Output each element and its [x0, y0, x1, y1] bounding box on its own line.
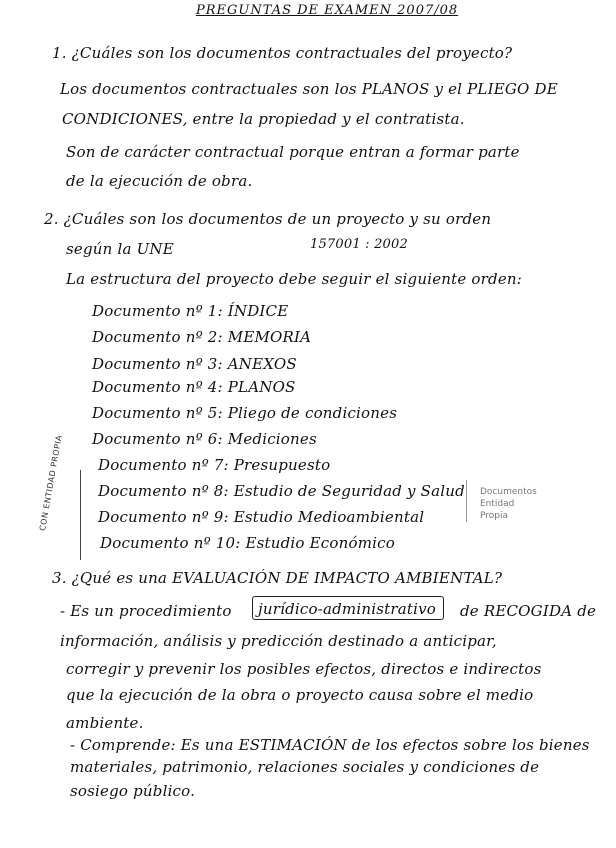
q1-answer-line: de la ejecución de obra. [66, 172, 253, 190]
q3-boxed-term: jurídico-administrativo [258, 600, 436, 618]
q3-answer-line: de RECOGIDA de [460, 602, 597, 620]
q1-question: 1. ¿Cuáles son los documentos contractuales del proyecto? [52, 44, 513, 62]
document-list-item: Documento nº 8: Estudio de Seguridad y Salud [98, 482, 465, 500]
document-list-item: Documento nº 1: ÍNDICE [92, 302, 289, 320]
q3-question: 3. ¿Qué es una EVALUACIÓN DE IMPACTO AMBIENTAL? [52, 569, 503, 587]
document-list-item: Documento nº 3: ANEXOS [92, 355, 297, 373]
document-list-item: Documento nº 5: Pliego de condiciones [92, 404, 398, 422]
q2-question-cont: según la UNE [66, 240, 174, 258]
q2-standard-ref: 157001 : 2002 [310, 237, 408, 252]
side-note-left: CON ENTIDAD PROPIA [38, 434, 64, 532]
q1-answer-line: Son de carácter contractual porque entran a formar parte [66, 143, 520, 161]
q3-answer-line: ambiente. [66, 714, 144, 732]
q3-answer-line: corregir y prevenir los posibles efectos, directos e indirectos [66, 660, 542, 678]
q3-answer-line: materiales, patrimonio, relaciones sociales y condiciones de [70, 758, 540, 776]
q3-answer-line: información, análisis y predicción destinado a anticipar, [60, 632, 497, 650]
q1-answer-line: Los documentos contractuales son los PLANOS y el PLIEGO DE [60, 80, 558, 98]
right-bracket [466, 480, 467, 522]
left-bracket [80, 470, 81, 560]
side-note-right [480, 486, 537, 522]
side-note-right-line: Entidad [480, 499, 515, 509]
q3-answer-line: - Comprende: Es una ESTIMACIÓN de los efectos sobre los bienes [70, 736, 590, 754]
q3-answer-line: que la ejecución de la obra o proyecto causa sobre el medio [66, 686, 534, 704]
side-note-right-line: Propia [480, 511, 509, 521]
document-list-item: Documento nº 9: Estudio Medioambiental [98, 508, 425, 526]
document-list-item: Documento nº 2: MEMORIA [92, 328, 312, 346]
page-title: PREGUNTAS DE EXAMEN 2007/08 [196, 3, 459, 18]
document-list-item: Documento nº 4: PLANOS [92, 378, 296, 396]
document-list-item: Documento nº 6: Mediciones [92, 430, 317, 448]
q2-question: 2. ¿Cuáles son los documentos de un proyecto y su orden [44, 210, 492, 228]
q2-answer-intro: La estructura del proyecto debe seguir el siguiente orden: [66, 270, 523, 288]
q1-answer-line: CONDICIONES, entre la propiedad y el contratista. [62, 110, 465, 128]
q3-answer-line: sosiego público. [70, 782, 196, 800]
side-note-right-line: Documentos [480, 487, 537, 497]
document-list-item: Documento nº 7: Presupuesto [98, 456, 331, 474]
q3-answer-line: - Es un procedimiento [60, 602, 232, 620]
document-list-item: Documento nº 10: Estudio Económico [100, 534, 395, 552]
